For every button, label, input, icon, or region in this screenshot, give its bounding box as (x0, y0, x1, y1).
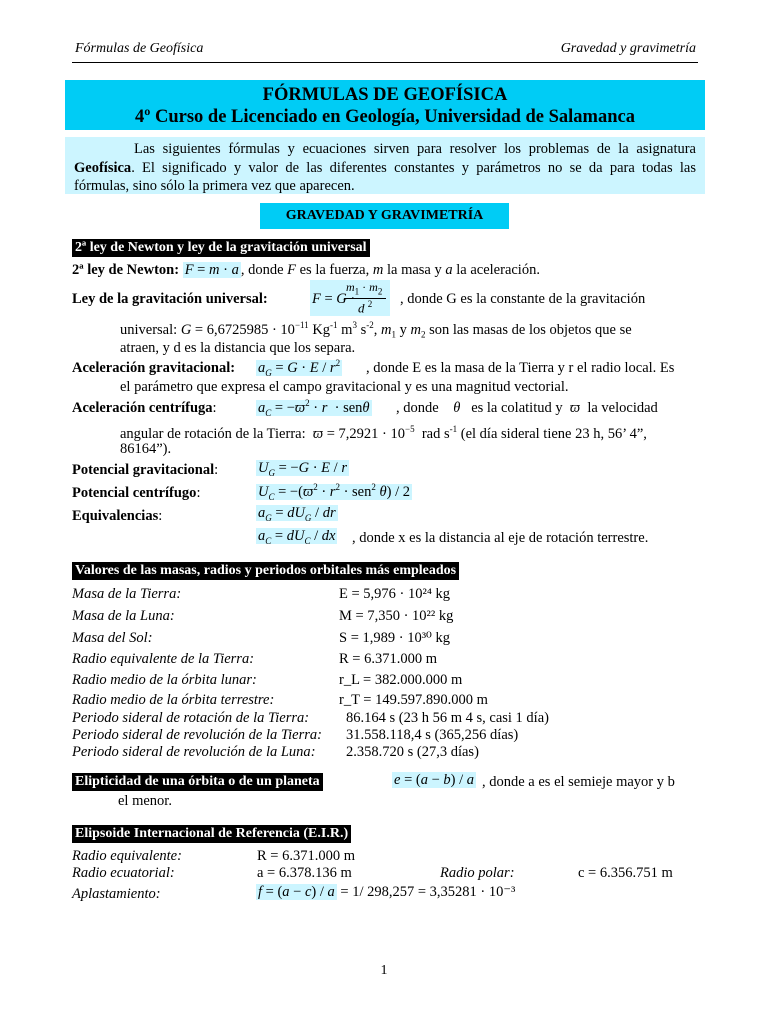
document-title-box (65, 80, 705, 130)
cen-text-a: , donde (396, 400, 439, 416)
cen-text-b: es la colatitud y (471, 400, 563, 416)
values-row-label-text: Radio medio de la órbita terrestre (72, 692, 270, 708)
eir-flattening-formula: f = (a − c) / a = 1/ 298,257 = 3,35281 · 10⁻³ (258, 884, 516, 900)
values-row-label-text: Periodo sideral de revolución de la Luna (72, 744, 311, 760)
header-rule (72, 62, 698, 63)
eir-equatorial-label: Radio ecuatorial: (72, 865, 175, 881)
grav-acc-line-2: el parámetro que expresa el campo gravitacional y es una magnitud vectorial. (120, 379, 569, 395)
ellipticity-heading: Elipticidad de una órbita o de un planeta (72, 773, 323, 791)
newton-text-d: la aceleración. (452, 262, 540, 278)
newton-law-label: 2ª ley de Newton (72, 262, 175, 278)
newton-text-c: la masa y (383, 262, 446, 278)
values-row-value: E = 5,976 · 10²⁴ kg (339, 586, 451, 602)
values-row-value: M = 7,350 · 10²² kg (339, 608, 454, 624)
cen-line2-a: angular de rotación de la Tierra: (120, 425, 306, 442)
values-row-value: r_L = 382.000.000 m (339, 672, 463, 688)
grav-acc-label: Aceleración gravitacional (72, 360, 231, 376)
grav-acc-text: , donde E es la masa de la Tierra y r el radio local. Es (366, 360, 675, 376)
values-row-label: Periodo sideral de revolución de la Luna: (72, 744, 316, 760)
values-row-label-text: Periodo sideral de rotación de la Tierra (72, 710, 305, 726)
centrifugal-potential: Potencial centrífugo: (72, 485, 201, 501)
ellipticity-formula: e = (a − b) / a (394, 772, 474, 788)
gravitation-units: Kg (308, 321, 331, 338)
eir-equatorial-label-text: Radio ecuatorial (72, 865, 170, 881)
values-row-value: r_T = 149.597.890.000 m (339, 692, 488, 708)
intro-text-2: . El significado y valor de las diferentes constantes y parámetros no se da para todas las fórmulas, sino sólo la primera vez que aparecen. (74, 159, 696, 194)
newton-heading: 2ª ley de Newton y ley de la gravitación universal (72, 239, 370, 257)
eir-polar-label: Radio polar: (440, 865, 515, 881)
document-title: FÓRMULAS DE GEOFÍSICA (262, 85, 508, 105)
cen-acc-line-2: angular de rotación de la Tierra: $ϖ = 7,2921 \cdot 10^{-5}$ rad $s^{-1}$ (el día sideral tiene 23 h, 56’ 4”, (120, 424, 647, 442)
equivalences-label: Equivalencias (72, 508, 159, 524)
intro-text-1: Las siguientes fórmulas y ecuaciones sirven para resolver los problemas de la asignatura (134, 141, 696, 157)
ellipticity-text: , donde a es el semieje mayor y b (482, 774, 675, 790)
gravitation-universal-text: universal: (120, 321, 181, 338)
cen-acc-formula: $a_C = -ϖ^2 \cdot r \cdot sen\theta$ (258, 398, 370, 418)
eir-polar-value: c = 6.356.751 m (578, 865, 673, 881)
values-row-label: Periodo sideral de revolución de la Tierra: (72, 727, 322, 743)
eir-flattening-label-text: Aplastamiento (72, 886, 156, 902)
equivalences: Equivalencias: (72, 508, 163, 524)
centrifugal-acceleration: Aceleración centrífuga: (72, 400, 217, 416)
intro-paragraph (65, 137, 705, 196)
page-number: 1 (380, 963, 388, 978)
values-heading: Valores de las masas, radios y periodos orbitales más empleados (72, 562, 459, 580)
eir-equatorial-value: a = 6.378.136 m (257, 865, 352, 881)
running-header-right: Gravedad y gravimetría (560, 41, 696, 56)
gravitation-line-3: atraen, y d es la distancia que los separa. (120, 340, 356, 356)
values-row-value: R = 6.371.000 m (339, 651, 438, 667)
gravitation-law: Ley de la gravitación universal: (72, 291, 268, 307)
newton-text-b: es la fuerza, (295, 262, 373, 278)
intro-bold: Geofísica (74, 159, 132, 176)
cen-pot-label: Potencial centrífugo (72, 485, 197, 501)
eir-eq-radius-label-text: Radio equivalente (72, 848, 178, 864)
values-row-label: Radio medio de la órbita lunar: (72, 672, 257, 688)
values-row-label: Radio equivalente de la Tierra: (72, 651, 255, 667)
eir-flattening-value: = 1/ 298,257 = 3,35281 · 10⁻³ (340, 884, 516, 900)
values-row-label-text: Masa de la Luna (72, 608, 170, 624)
values-row-label-text: Radio equivalente de la Tierra (72, 651, 250, 667)
grav-pot-label: Potencial gravitacional (72, 462, 215, 478)
equivalence-2: $a_C = dU_C$ / dx (258, 528, 336, 546)
gravitation-formula: F = G · $m_1 \cdot m_2$ d $^2$ (310, 280, 390, 316)
equivalence-text: , donde x es la distancia al eje de rotación terrestre. (352, 530, 649, 546)
eir-polar-label-text: Radio polar (440, 865, 510, 881)
cen-text-c: la velocidad (587, 400, 658, 416)
cen-pot-formula: $U_C = -(ϖ^2 \cdot r^2 \cdot sen^2$ θ) / 2 (258, 482, 410, 502)
values-row-label-text: Periodo sideral de revolución de la Tierra (72, 727, 318, 743)
gravitational-acceleration: Aceleración gravitacional: (72, 360, 236, 376)
gravitation-text: , donde G es la constante de la gravitación (400, 291, 646, 307)
eir-eq-radius-value: R = 6.371.000 m (257, 848, 356, 864)
document-subtitle: 4º Curso de Licenciado en Geología, Universidad de Salamanca (135, 107, 635, 127)
gravitation-line-2: universal: $G = 6,6725985 \cdot 10^{-11}$ $Kg^{-1}$ $m^3$ $s^{-2}$, $m_1$ y $m_2$ son las masas de los objetos que se (120, 320, 632, 340)
values-row-value: 86.164 s (23 h 56 m 4 s, casi 1 día) (346, 710, 549, 726)
cen-acc-line-3: 86164”). (120, 441, 172, 457)
values-row-label: Periodo sideral de rotación de la Tierra: (72, 710, 310, 726)
section-title: GRAVEDAD Y GRAVIMETRÍA (260, 203, 509, 229)
gravitational-potential: Potencial gravitacional: (72, 462, 219, 478)
values-row-label: Radio medio de la órbita terrestre: (72, 692, 275, 708)
values-row-value: 31.558.118,4 s (365,256 días) (346, 727, 519, 743)
grav-acc-formula: $a_G = G \cdot E / r^2$ (258, 358, 341, 378)
values-row-label: Masa de la Luna: (72, 608, 175, 624)
values-row-label-text: Masa del Sol (72, 630, 148, 646)
eir-flattening-label: Aplastamiento: (72, 886, 161, 902)
grav-pot-formula: $U_G = -G \cdot E / r$ (258, 460, 347, 478)
values-row-label: Masa del Sol: (72, 630, 153, 646)
gravitation-masses-text: son las masas de los objetos que se (425, 321, 632, 338)
values-row-label-text: Masa de la Tierra (72, 586, 177, 602)
cen-line2-b: rad s (421, 425, 450, 442)
equivalence-1: $a_G = dU_G$ / dr (258, 505, 336, 523)
eir-eq-radius-label: Radio equivalente: (72, 848, 182, 864)
values-row-value: S = 1,989 · 10³⁰ kg (339, 630, 450, 646)
values-row-label: Masa de la Tierra: (72, 586, 182, 602)
running-header-left: Fórmulas de Geofísica (75, 41, 204, 56)
newton-text-a: , donde (240, 262, 288, 278)
intro-box (65, 137, 705, 194)
cen-acc-text: , donde θ es la colatitud y ϖ la velocidad (396, 400, 658, 416)
ellipticity-line-2: el menor. (118, 793, 172, 809)
cen-acc-label: Aceleración centrífuga (72, 400, 213, 416)
cen-line2-c: (el día sideral tiene 23 h, 56’ 4”, (460, 425, 647, 442)
eir-heading: Elipsoide Internacional de Referencia (E.I.R.) (72, 825, 351, 843)
gravitation-label: Ley de la gravitación universal (72, 291, 263, 307)
newton-second-law: 2ª ley de Newton: F = m · a , donde F es la fuerza, m la masa y a la aceleración. (72, 262, 540, 278)
values-row-label-text: Radio medio de la órbita lunar (72, 672, 253, 688)
values-row-value: 2.358.720 s (27,3 días) (346, 744, 479, 760)
